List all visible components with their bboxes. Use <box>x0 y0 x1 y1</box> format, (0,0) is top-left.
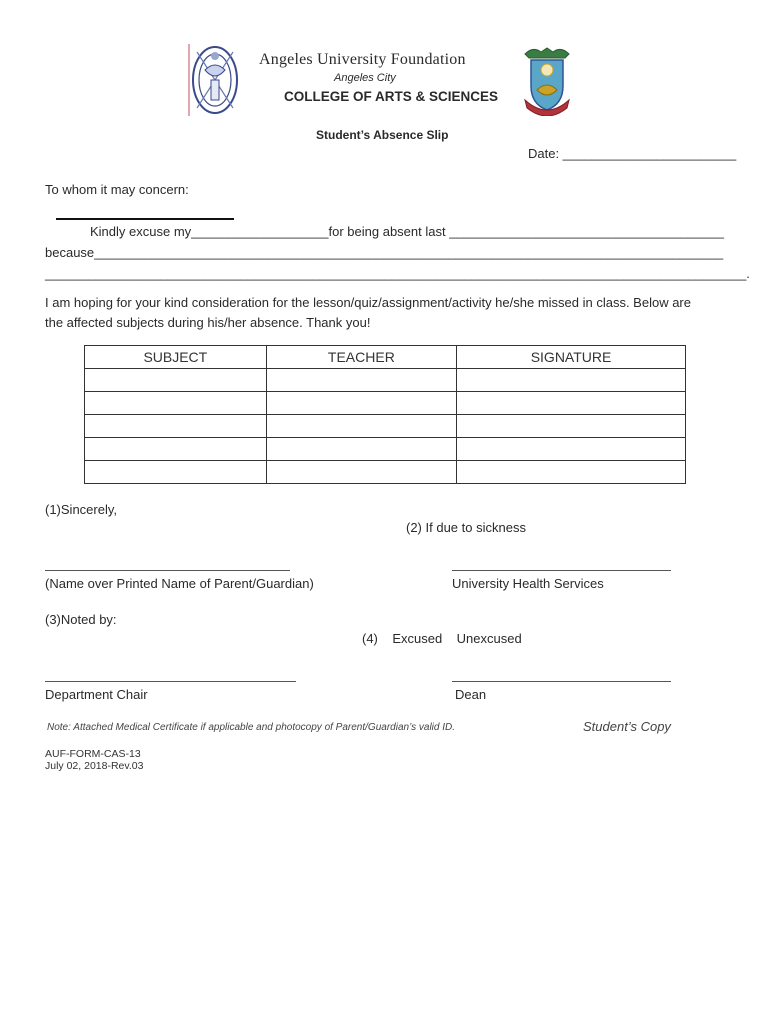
column-header-teacher: TEACHER <box>266 346 456 369</box>
form-revision: July 02, 2018-Rev.03 <box>45 760 144 772</box>
table-row <box>85 461 686 484</box>
teacher-cell[interactable] <box>266 438 456 461</box>
department-chair-label: Department Chair <box>45 687 148 702</box>
signature-cell[interactable] <box>457 369 686 392</box>
noted-by-label: (3)Noted by: <box>45 612 117 627</box>
health-services-label: University Health Services <box>452 576 604 591</box>
because-line[interactable]: because_______________________________________________________________________________________ <box>45 245 724 260</box>
table-row <box>85 415 686 438</box>
table-row <box>85 438 686 461</box>
form-title: Student’s Absence Slip <box>316 128 449 142</box>
excused-unexcused-options[interactable]: (4) Excused Unexcused <box>362 631 522 646</box>
teacher-cell[interactable] <box>266 369 456 392</box>
subject-cell[interactable] <box>85 438 267 461</box>
subject-cell[interactable] <box>85 392 267 415</box>
form-code: AUF-FORM-CAS-13 <box>45 748 141 760</box>
column-header-subject: SUBJECT <box>85 346 267 369</box>
excuse-line[interactable]: Kindly excuse my___________________for being absent last ______________________________________ <box>90 224 724 239</box>
college-name: COLLEGE OF ARTS & SCIENCES <box>284 89 499 104</box>
table-header-row <box>85 346 686 369</box>
health-services-signature-line[interactable] <box>452 570 671 571</box>
subject-cell[interactable] <box>85 461 267 484</box>
teacher-cell[interactable] <box>266 415 456 438</box>
dean-label: Dean <box>455 687 487 702</box>
sincerely-label: (1)Sincerely, <box>45 502 118 517</box>
date-field[interactable]: Date: ________________________ <box>528 146 737 161</box>
signature-rule <box>56 218 234 220</box>
signature-cell[interactable] <box>457 438 686 461</box>
table-row <box>85 392 686 415</box>
university-city: Angeles City <box>334 72 396 84</box>
university-name: Angeles University Foundation <box>259 51 466 68</box>
form-code-block <box>45 748 143 772</box>
parent-guardian-label: (Name over Printed Name of Parent/Guardian) <box>45 576 314 591</box>
reason-continuation-line[interactable]: _________________________________________________________________________________________________. <box>45 266 750 281</box>
table-row <box>85 369 686 392</box>
affected-subjects-table <box>84 345 686 484</box>
body-text-line-1: I am hoping for your kind consideration for the lesson/quiz/assignment/activity he/she missed in class. Below are <box>45 295 691 310</box>
signature-cell[interactable] <box>457 392 686 415</box>
signature-cell[interactable] <box>457 415 686 438</box>
sickness-label: (2) If due to sickness <box>406 520 526 535</box>
body-text-line-2: the affected subjects during his/her absence. Thank you! <box>45 315 371 330</box>
attachment-note: Note: Attached Medical Certificate if applicable and photocopy of Parent/Guardian’s valid ID. <box>47 722 456 733</box>
subject-cell[interactable] <box>85 369 267 392</box>
teacher-cell[interactable] <box>266 461 456 484</box>
college-crest-icon <box>521 44 573 116</box>
chair-signature-line[interactable] <box>45 681 296 682</box>
parent-signature-line[interactable] <box>45 570 290 571</box>
copy-label: Student’s Copy <box>583 719 671 734</box>
salutation: To whom it may concern: <box>45 182 189 197</box>
column-header-signature: SIGNATURE <box>457 346 686 369</box>
signature-cell[interactable] <box>457 461 686 484</box>
subject-cell[interactable] <box>85 415 267 438</box>
dean-signature-line[interactable] <box>452 681 671 682</box>
auf-seal-icon <box>187 42 239 118</box>
teacher-cell[interactable] <box>266 392 456 415</box>
